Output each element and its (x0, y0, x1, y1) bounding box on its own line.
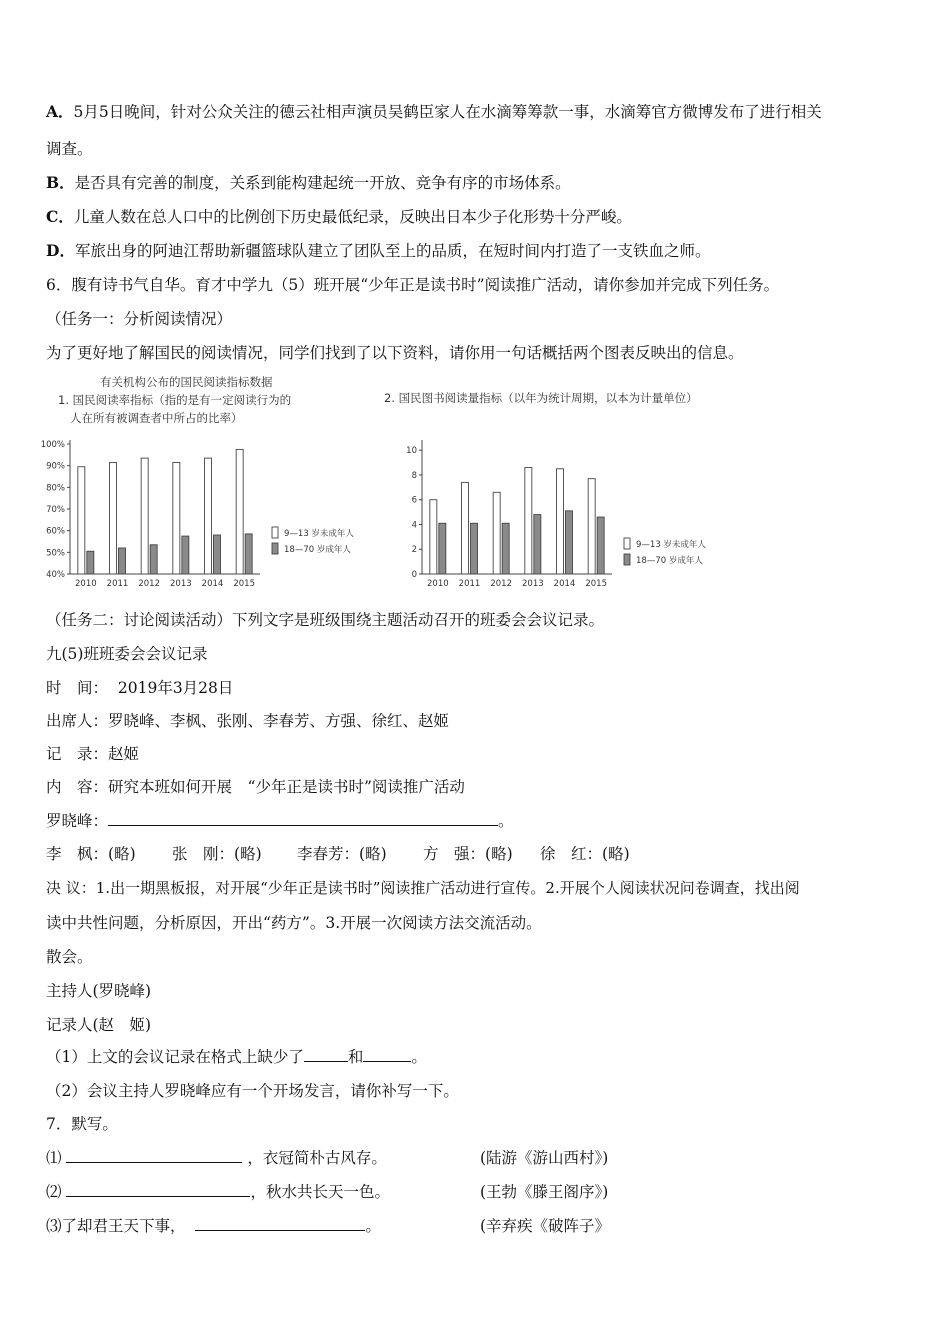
sub1-blank-1[interactable] (304, 1047, 348, 1062)
dictation-3-blank[interactable] (195, 1216, 365, 1231)
dictation-1: ⑴ ，衣冠简朴古风存。 (46, 1149, 387, 1167)
dictation-1-blank[interactable] (66, 1148, 242, 1163)
recorder-sign: 记录人(赵 姬) (46, 1016, 152, 1034)
chart2-caption: 2. 国民图书阅读量指标（以年为统计周期，以本为计量单位） (384, 391, 698, 405)
record-attendees: 出席人：罗晓峰、李枫、张刚、李春芳、方强、徐红、赵姬 (46, 712, 450, 730)
x-tick-label: 2011 (106, 579, 129, 589)
x-tick-label: 2013 (170, 579, 192, 589)
x-tick-label: 2013 (522, 579, 544, 589)
y-tick-label: 90% (46, 461, 65, 472)
speech-4: 方 强：(略) (423, 845, 513, 863)
bar-adult-2012 (150, 545, 157, 574)
legend-label: 9—13 岁未成年人 (636, 540, 706, 550)
bar-minor-2013 (525, 468, 532, 574)
bar-minor-2012 (141, 458, 148, 574)
bar-adult-2010 (87, 551, 94, 574)
y-tick-label: 50% (46, 548, 65, 559)
luo-answer-blank[interactable] (108, 811, 498, 826)
dictation-2-blank[interactable] (66, 1182, 250, 1197)
bar-adult-2013 (182, 536, 189, 574)
reading-rate-chart (36, 436, 376, 596)
bar-minor-2010 (78, 467, 85, 574)
speaker-luo: 罗晓峰： 。 (46, 812, 514, 830)
x-tick-label: 2010 (75, 579, 97, 589)
task2-heading: （任务二：讨论阅读活动）下列文字是班级围绕主题活动召开的班委会会议记录。 (46, 611, 605, 629)
q6-title: 6．腹有诗书气自华。育才中学九（5）班开展“少年正是读书时”阅读推广活动，请你参加并完成下列任务。 (46, 276, 780, 294)
bar-adult-2010 (439, 523, 446, 574)
y-tick-label: 40% (46, 570, 65, 580)
legend-label: 18—70 岁成年人 (636, 556, 703, 566)
speech-5: 徐 红：(略) (540, 845, 630, 863)
y-tick-label: 60% (46, 526, 65, 537)
option-a: A．5月5日晚间，针对公众关注的德云社相声演员吴鹤臣家人在水滴筹筹款一事，水滴筹官方微博发布了进行相关 (46, 102, 822, 121)
speech-2: 张 刚：(略) (172, 845, 262, 863)
record-time: 时 间： 2019年3月28日 (46, 679, 234, 697)
speech-3: 李春芳：(略) (297, 845, 387, 863)
bar-adult-2015 (245, 534, 252, 574)
bar-minor-2014 (205, 458, 212, 574)
charts-heading: 有关机构公布的国民阅读指标数据 (100, 375, 273, 389)
dictation-2: ⑵ ，秋水共长天一色。 (46, 1183, 390, 1201)
y-tick-label: 10 (406, 446, 417, 457)
y-tick-label: 80% (46, 483, 65, 494)
y-tick-label: 2 (411, 545, 417, 556)
bar-adult-2015 (597, 517, 604, 574)
resolution-line1: 决 议：1.出一期黑板报，对开展“少年正是读书时”阅读推广活动进行宣传。2.开展个人阅读状况问卷调查，找出阅 (46, 879, 800, 897)
bar-minor-2011 (110, 462, 117, 574)
option-c: C．儿童人数在总人口中的比例创下历史最低纪录，反映出日本少子化形势十分严峻。 (46, 207, 632, 226)
x-tick-label: 2014 (201, 579, 224, 589)
y-tick-label: 100% (40, 440, 65, 450)
bar-adult-2011 (119, 548, 126, 574)
legend-swatch (624, 554, 630, 565)
sub1-blank-2[interactable] (363, 1047, 411, 1062)
sub-question-1: （1）上文的会议记录在格式上缺少了 和 。 (46, 1048, 427, 1066)
legend-swatch (624, 538, 630, 549)
sub-question-2: （2）会议主持人罗晓峰应有一个开场发言，请你补写一下。 (46, 1082, 459, 1100)
speech-1: 李 枫：(略) (46, 845, 136, 863)
dictation-3: ⑶了却君王天下事， 。 (46, 1217, 381, 1235)
dictation-3-source: (辛弃疾《破阵子》 (480, 1217, 611, 1235)
legend-swatch (272, 527, 278, 538)
resolution-line2: 读中共性问题，分析原因，开出“药方”。3.开展一次阅读方法交流活动。 (46, 914, 542, 932)
bar-minor-2012 (493, 492, 500, 574)
y-tick-label: 70% (46, 505, 65, 515)
x-tick-label: 2012 (138, 579, 160, 589)
option-d: D．军旅出身的阿迪江帮助新疆篮球队建立了团队至上的品质，在短时间内打造了一支铁血之师。 (46, 241, 711, 260)
x-tick-label: 2011 (458, 579, 481, 589)
legend-label: 9—13 岁未成年人 (284, 529, 354, 539)
record-content: 内 容：研究本班如何开展 “少年正是读书时”阅读推广活动 (46, 778, 465, 796)
bar-adult-2013 (534, 515, 541, 574)
legend-label: 18—70 岁成年人 (284, 545, 351, 555)
bar-minor-2010 (430, 500, 437, 574)
adjourn: 散会。 (46, 948, 93, 966)
legend-swatch (272, 543, 278, 554)
bar-minor-2015 (588, 479, 595, 574)
bar-minor-2015 (236, 449, 243, 574)
dictation-1-source: (陆游《游山西村》) (480, 1149, 609, 1167)
option-a-cont: 调查。 (46, 140, 93, 158)
record-title: 九(5)班班委会会议记录 (46, 645, 208, 663)
y-tick-label: 8 (411, 470, 417, 481)
x-tick-label: 2014 (553, 579, 576, 589)
y-tick-label: 0 (411, 570, 417, 580)
task1-heading: （任务一：分析阅读情况） (46, 310, 233, 328)
bar-adult-2012 (502, 523, 509, 574)
chart1-caption-l1: 1. 国民阅读率指标（指的是有一定阅读行为的 (58, 393, 292, 407)
bar-adult-2014 (566, 511, 573, 574)
bar-minor-2014 (557, 469, 564, 574)
x-tick-label: 2015 (585, 579, 607, 589)
bar-minor-2013 (173, 462, 180, 574)
record-recorder: 记 录：赵姬 (46, 745, 140, 763)
x-tick-label: 2015 (233, 579, 255, 589)
y-tick-label: 6 (411, 495, 417, 506)
chart1-caption-l2: 人在所有被调查者中所占的比率） (70, 411, 243, 425)
option-b: B．是否具有完善的制度，关系到能构建起统一开放、竞争有序的市场体系。 (46, 173, 571, 192)
task1-prompt: 为了更好地了解国民的阅读情况，同学们找到了以下资料，请你用一句话概括两个图表反映出的信息。 (46, 344, 744, 362)
bar-minor-2011 (462, 482, 469, 574)
dictation-2-source: (王勃《滕王阁序》) (480, 1183, 609, 1201)
y-tick-label: 4 (411, 520, 417, 531)
bar-adult-2011 (471, 523, 478, 574)
x-tick-label: 2010 (427, 579, 449, 589)
q7-title: 7．默写。 (46, 1115, 118, 1133)
host-sign: 主持人(罗晓峰) (46, 982, 152, 1000)
x-tick-label: 2012 (490, 579, 512, 589)
bar-adult-2014 (214, 535, 221, 574)
book-volume-chart (388, 436, 728, 596)
